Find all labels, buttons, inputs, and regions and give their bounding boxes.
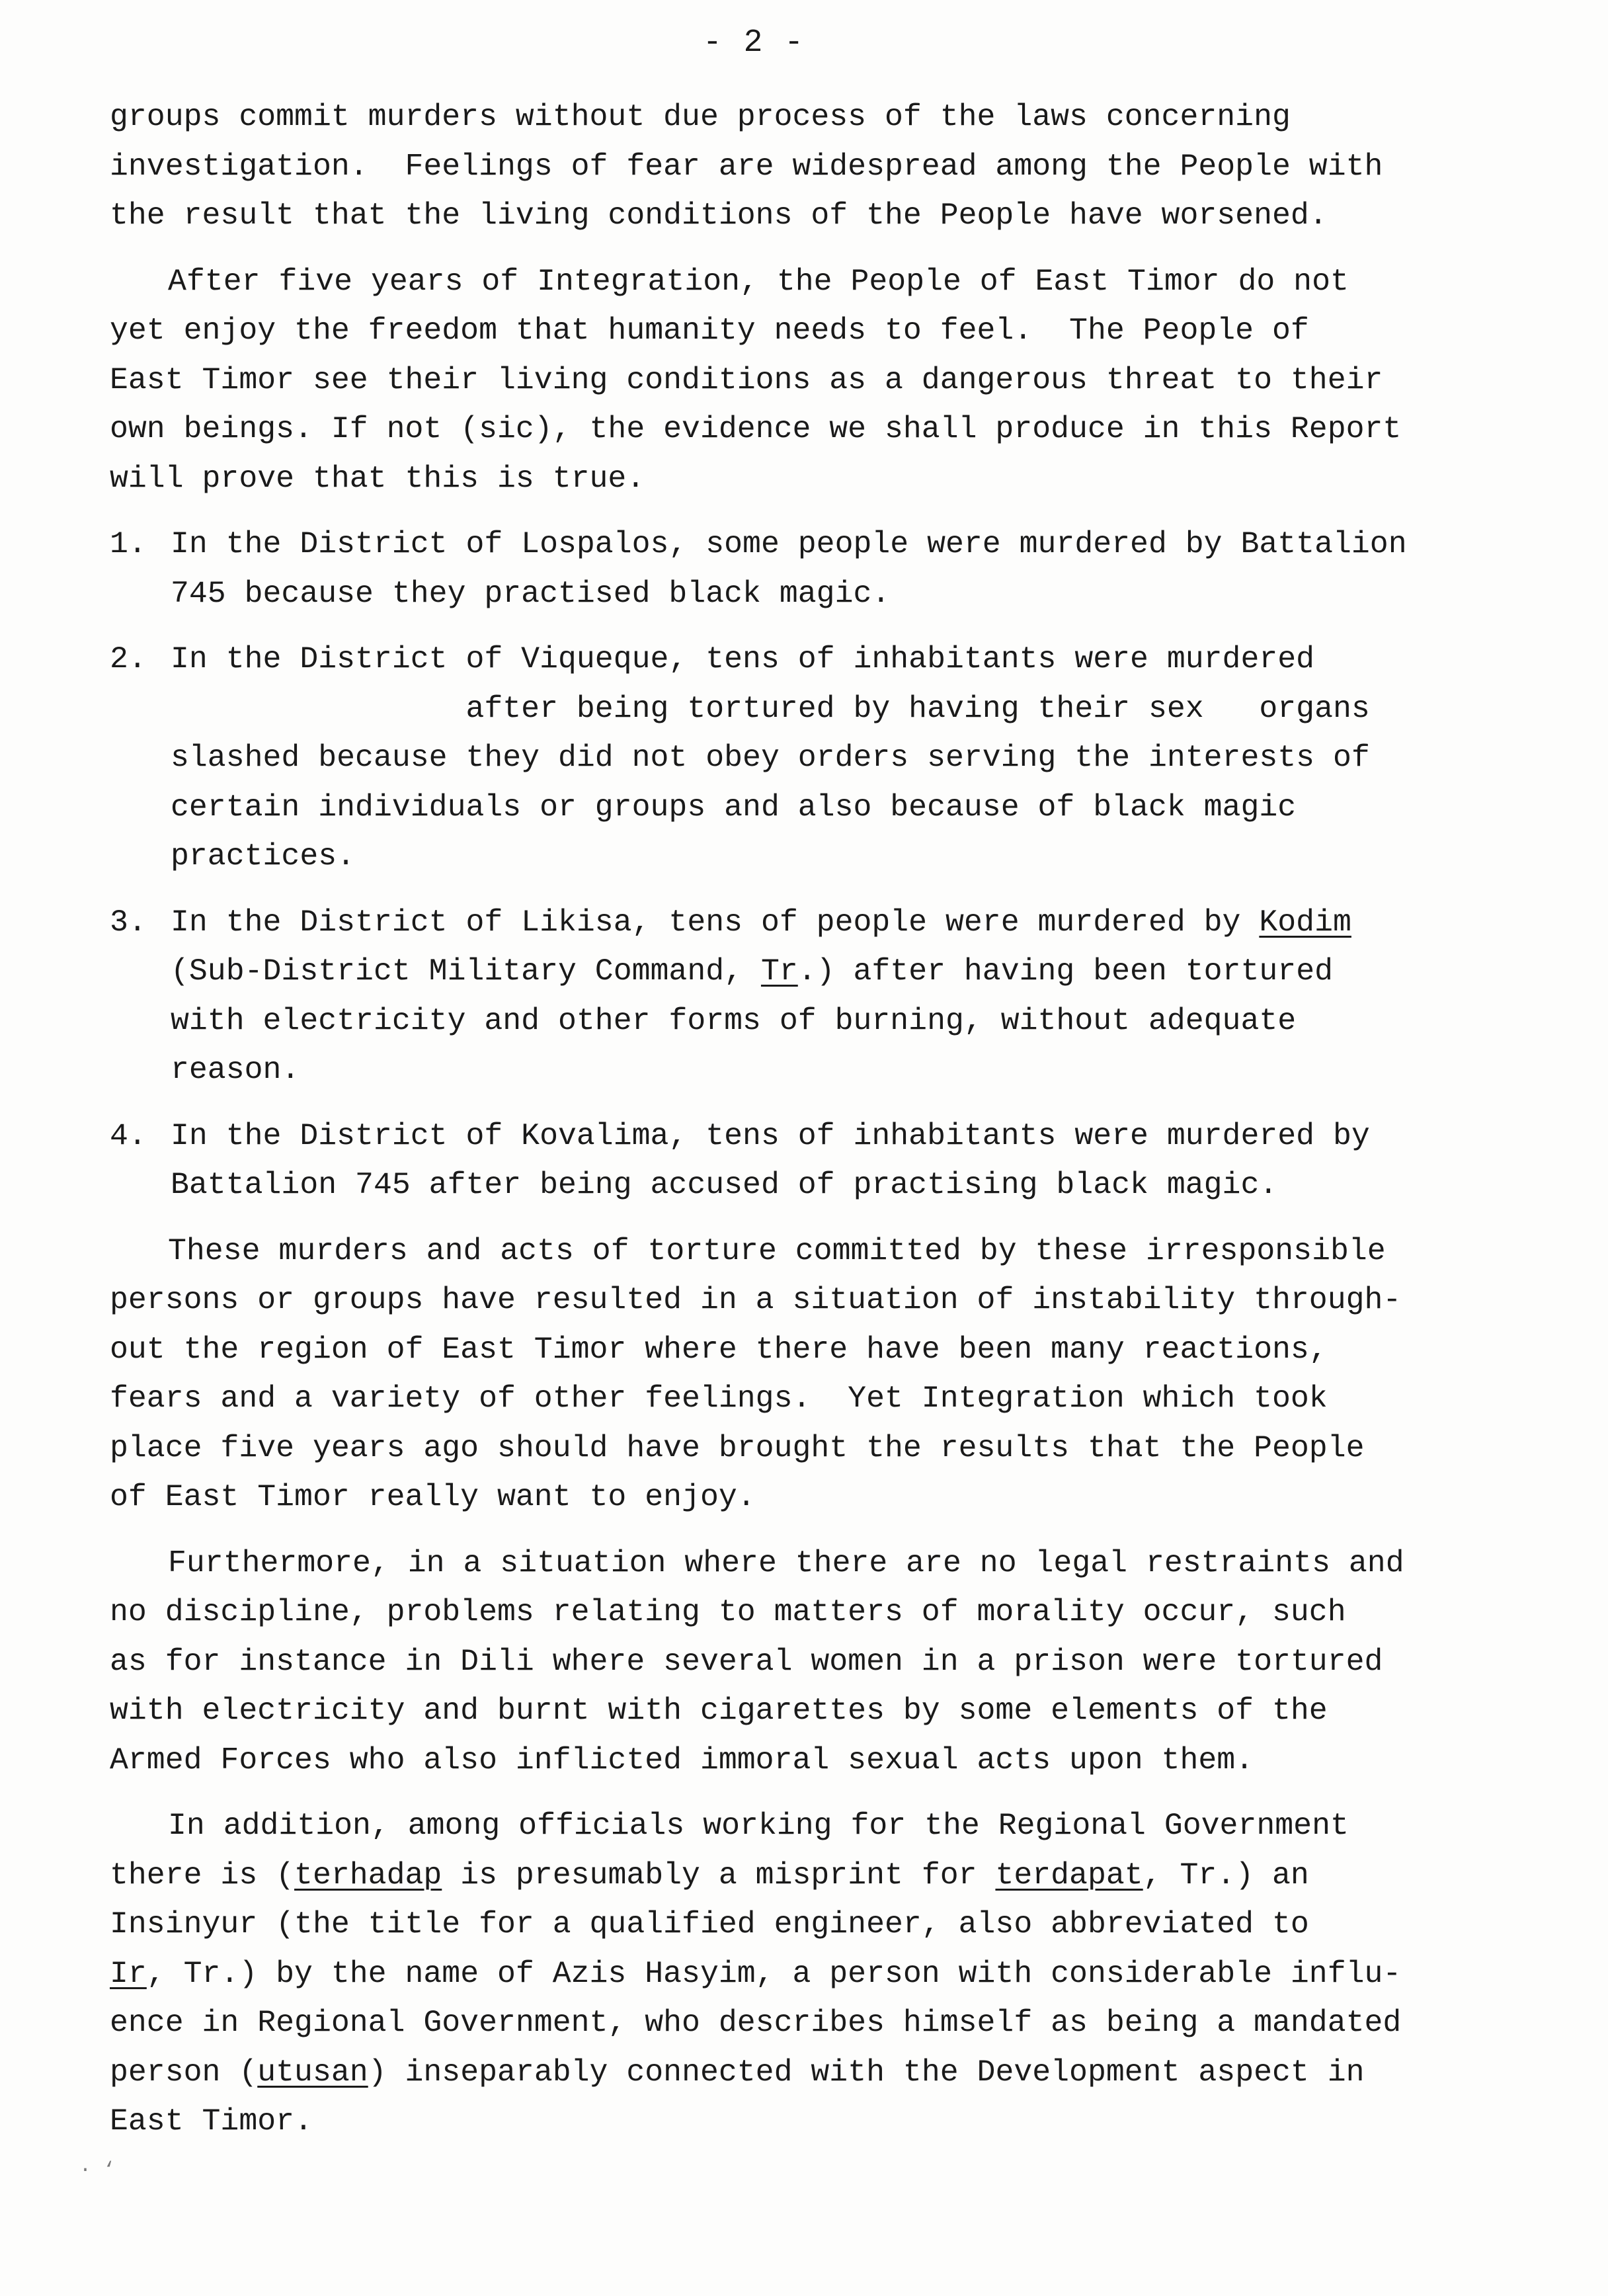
- text-segment: ) inseparably connected with the Development aspect in: [368, 2054, 1365, 2090]
- text-line: In the District of Viqueque, tens of inhabitants were murdered: [171, 641, 1315, 676]
- text-line: own beings. If not (sic), the evidence we shall produce in this Report: [110, 411, 1402, 446]
- underlined-term: Ir: [110, 1955, 147, 1991]
- text-line: groups commit murders without due process of the laws concerning: [110, 99, 1291, 134]
- text-line: ence in Regional Government, who describes himself as being a mandated: [110, 2005, 1402, 2040]
- text-line: [171, 947, 1551, 997]
- list-item: [110, 1112, 1551, 1210]
- text-line: Battalion 745 after being accused of practising black magic.: [171, 1167, 1278, 1202]
- paragraph-integration: [110, 257, 1551, 504]
- text-line: In addition, among officials working for the Regional Government: [168, 1808, 1349, 1843]
- paragraph-officials: [110, 1801, 1551, 2147]
- text-line: [110, 1949, 1551, 1999]
- text-segment: there is (: [110, 1857, 295, 1893]
- underlined-term: Tr: [760, 954, 798, 989]
- text-line: with electricity and other forms of burning, without adequate: [171, 1003, 1297, 1038]
- text-line: slashed because they did not obey orders serving the interests of: [171, 740, 1370, 775]
- text-line: practices.: [171, 839, 356, 874]
- text-line: In the District of Lospalos, some people were murdered by Battalion: [171, 526, 1407, 561]
- text-line: as for instance in Dili where several women in a prison were tortured: [110, 1643, 1383, 1679]
- list-item-number: 1.: [110, 526, 147, 561]
- stray-mark: · ‘: [79, 2159, 116, 2182]
- text-segment: person (: [110, 2054, 258, 2090]
- document-body: [110, 93, 1551, 2163]
- list-item: [110, 635, 1551, 882]
- text-line: no discipline, problems relating to matters of morality occur, such: [110, 1594, 1346, 1629]
- text-segment: (Sub-District Military Command,: [171, 954, 761, 989]
- list-item-number: 3.: [110, 904, 147, 940]
- text-segment: In the District of Likisa, tens of people were murdered by: [171, 904, 1260, 940]
- text-line: yet enjoy the freedom that humanity needs to feel. The People of: [110, 313, 1309, 348]
- text-line: of East Timor really want to enjoy.: [110, 1479, 756, 1514]
- underlined-term: terhadap: [294, 1857, 442, 1893]
- text-line: After five years of Integration, the People of East Timor do not: [168, 263, 1349, 299]
- text-line: These murders and acts of torture committed by these irresponsible: [168, 1233, 1386, 1268]
- underlined-term: terdapat: [995, 1857, 1143, 1893]
- text-segment: , Tr.) an: [1143, 1857, 1309, 1893]
- text-line: after being tortured by having their sex organs: [171, 690, 1370, 726]
- paragraph-morality: [110, 1539, 1551, 1785]
- text-line: investigation. Feelings of fear are widespread among the People with: [110, 148, 1383, 184]
- text-line: Furthermore, in a situation where there are no legal restraints and: [168, 1545, 1404, 1580]
- page-number: - 2 -: [702, 25, 805, 61]
- text-segment: is presumably a misprint for: [442, 1857, 996, 1893]
- text-line: East Timor.: [110, 2104, 313, 2139]
- text-line: place five years ago should have brought the results that the People: [110, 1430, 1365, 1465]
- text-line: reason.: [171, 1052, 300, 1087]
- text-line: will prove that this is true.: [110, 460, 645, 496]
- list-item: [110, 898, 1551, 1095]
- text-line: Armed Forces who also inflicted immoral sexual acts upon them.: [110, 1742, 1254, 1778]
- text-line: In the District of Kovalima, tens of inhabitants were murdered by: [171, 1118, 1370, 1153]
- underlined-term: utusan: [257, 2054, 368, 2090]
- text-line: [110, 1851, 1551, 1901]
- paragraph-instability: [110, 1227, 1551, 1522]
- text-line: out the region of East Timor where there have been many reactions,: [110, 1331, 1328, 1367]
- text-line: [171, 898, 1551, 948]
- text-line: [110, 2048, 1551, 2098]
- text-line: persons or groups have resulted in a situation of instability through-: [110, 1282, 1402, 1317]
- paragraph-continuation: [110, 93, 1551, 241]
- list-item-number: 2.: [110, 641, 147, 676]
- text-line: East Timor see their living conditions as a dangerous threat to their: [110, 362, 1383, 397]
- list-item: [110, 520, 1551, 618]
- text-line: Insinyur (the title for a qualified engineer, also abbreviated to: [110, 1906, 1309, 1942]
- underlined-term: Kodim: [1259, 904, 1351, 940]
- text-line: 745 because they practised black magic.: [171, 575, 891, 611]
- text-segment: .) after having been tortured: [797, 954, 1333, 989]
- text-line: certain individuals or groups and also because of black magic: [171, 789, 1297, 825]
- text-line: fears and a variety of other feelings. Yet Integration which took: [110, 1381, 1328, 1416]
- text-line: the result that the living conditions of the People have worsened.: [110, 198, 1328, 233]
- text-segment: , Tr.) by the name of Azis Hasyim, a person with considerable influ-: [146, 1955, 1402, 1991]
- list-item-number: 4.: [110, 1118, 147, 1153]
- text-line: with electricity and burnt with cigarettes by some elements of the: [110, 1693, 1328, 1728]
